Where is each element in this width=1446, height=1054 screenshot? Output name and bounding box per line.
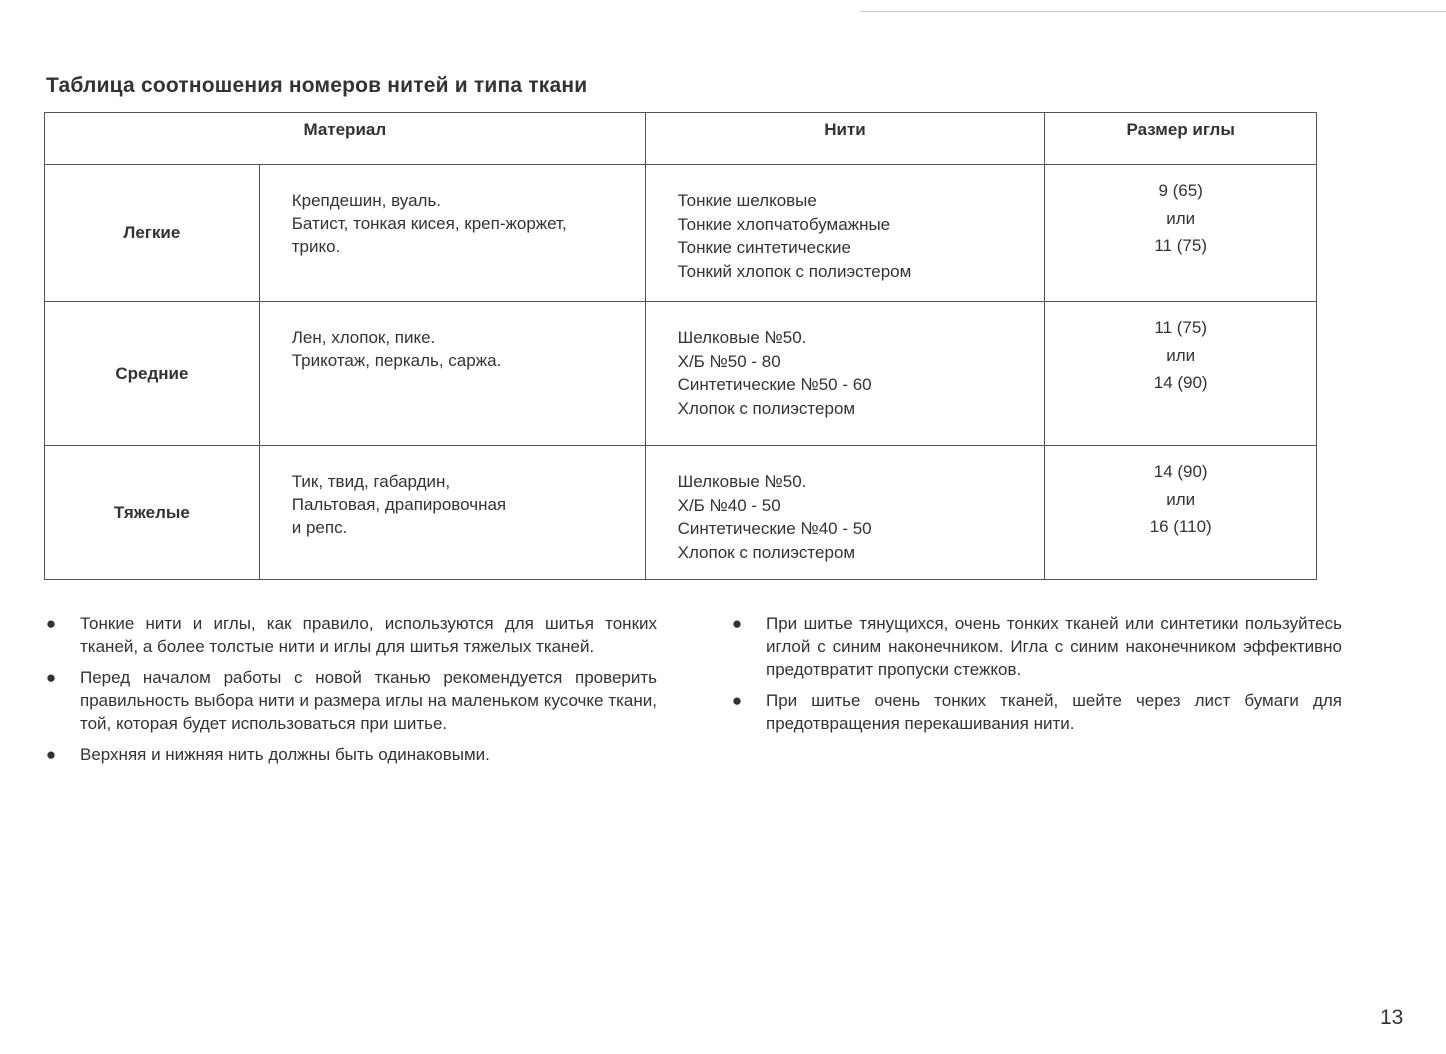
needle-line: 14 (90) <box>1153 462 1208 481</box>
fabric-line: Батист, тонкая кисея, креп-жоржет, <box>291 214 567 233</box>
top-rule <box>860 11 1446 12</box>
bullet-icon: ● <box>731 691 743 710</box>
needle-cell <box>1045 302 1317 446</box>
threads-cell <box>645 165 1045 302</box>
needle-line: или <box>1166 208 1196 228</box>
note-text: Тонкие нити и иглы, как правило, используются для шитья тонких тканей, а более толстые нити и иглы для шитья тяжелых тканей. <box>80 614 657 656</box>
thread-line: Шелковые №50. <box>677 328 807 347</box>
header-threads: Нити <box>645 113 1045 165</box>
table-row <box>45 446 1317 580</box>
needle-line: 9 (65) <box>1158 181 1203 200</box>
table-row <box>45 165 1317 302</box>
bullet-icon: ● <box>731 614 743 633</box>
header-material: Материал <box>45 113 646 165</box>
needle-line: 16 (110) <box>1149 517 1212 536</box>
note-text: При шитье тянущихся, очень тонких тканей или синтетики пользуйтесь иглой с синим наконечником. Игла с синим наконечником эффективно предотвратит пропуски стежков. <box>766 614 1342 679</box>
thread-line: Тонкий хлопок с полиэстером <box>677 261 912 281</box>
notes-right-column <box>730 612 1342 743</box>
page-number: 13 <box>1380 1006 1404 1029</box>
fabric-line: Трикотаж, перкаль, саржа. <box>291 351 502 370</box>
thread-line: Х/Б №40 - 50 <box>677 495 781 515</box>
note-text: Верхняя и нижняя нить должны быть одинаковыми. <box>80 745 490 764</box>
thread-line: Хлопок с полиэстером <box>677 542 856 562</box>
needle-cell <box>1045 165 1317 302</box>
header-needle-size: Размер иглы <box>1045 113 1317 165</box>
needle-line: или <box>1166 489 1196 509</box>
needle-line: 11 (75) <box>1154 236 1207 255</box>
needle-line: или <box>1166 345 1196 365</box>
fabric-line: Пальтовая, драпировочная <box>291 495 507 514</box>
category-cell: Средние <box>45 302 260 446</box>
fabric-line: Тик, твид, габардин, <box>291 472 451 491</box>
category-cell: Легкие <box>45 165 260 302</box>
needle-cell <box>1045 446 1317 580</box>
fabric-line: и репс. <box>291 518 348 537</box>
fabrics-cell <box>259 446 645 580</box>
table-header-row <box>45 113 1317 165</box>
note-item <box>44 612 657 658</box>
thread-line: Тонкие хлопчатобумажные <box>677 214 891 234</box>
bullet-icon: ● <box>45 668 57 687</box>
note-item <box>730 612 1342 681</box>
note-text: Перед началом работы с новой тканью рекомендуется проверить правильность выбора нити и размера иглы на маленьком кусочке ткани, той, которая будет использоваться при шитье. <box>80 668 657 733</box>
bullet-icon: ● <box>45 614 57 633</box>
thread-line: Тонкие синтетические <box>677 238 851 257</box>
bullet-icon: ● <box>45 745 57 764</box>
note-item <box>44 666 657 735</box>
thread-line: Тонкие шелковые <box>677 191 817 210</box>
category-cell: Тяжелые <box>45 446 260 580</box>
fabric-line: Крепдешин, вуаль. <box>291 191 442 210</box>
thread-line: Х/Б №50 - 80 <box>677 351 781 371</box>
thread-line: Шелковые №50. <box>677 472 807 491</box>
needle-line: 11 (75) <box>1154 318 1207 337</box>
thread-line: Хлопок с полиэстером <box>677 398 856 418</box>
thread-needle-table <box>44 112 1317 580</box>
threads-cell <box>645 302 1045 446</box>
table-row <box>45 302 1317 446</box>
fabric-line: Лен, хлопок, пике. <box>291 328 436 347</box>
fabrics-cell <box>259 165 645 302</box>
page-title: Таблица соотношения номеров нитей и типа ткани <box>46 74 588 97</box>
note-text: При шитье очень тонких тканей, шейте через лист бумаги для предотвращения перекашивания нити. <box>766 691 1342 733</box>
fabric-line: трико. <box>291 237 341 256</box>
needle-line: 14 (90) <box>1153 373 1208 392</box>
threads-cell <box>645 446 1045 580</box>
thread-line: Синтетические №40 - 50 <box>677 519 872 538</box>
note-item <box>730 689 1342 735</box>
notes-left-column <box>44 612 657 774</box>
fabrics-cell <box>259 302 645 446</box>
note-item <box>44 743 657 766</box>
thread-line: Синтетические №50 - 60 <box>677 375 872 394</box>
